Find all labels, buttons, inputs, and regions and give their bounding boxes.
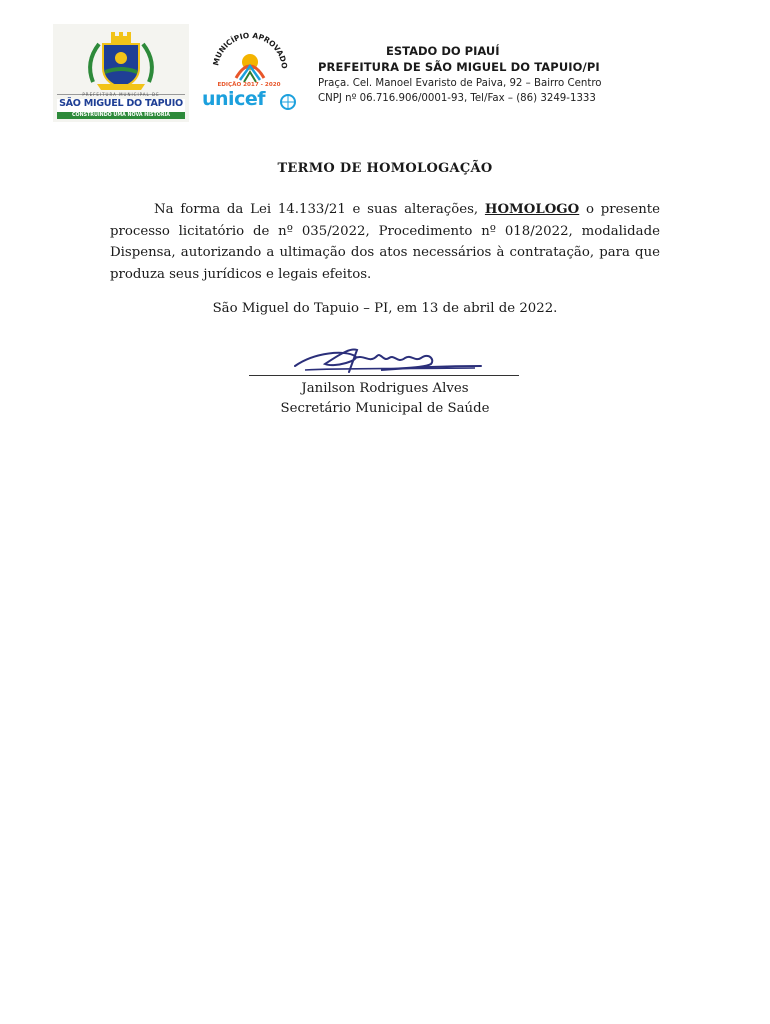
place-date-line: São Miguel do Tapuio – PI, em 13 de abril de 2022. xyxy=(212,301,558,316)
signer-name: Janilson Rodrigues Alves xyxy=(301,381,469,396)
paragraph-text-after: o presente processo licitatório de nº 035/2022, Procedimento nº 018/2022, modalidade Dispensa, autorizando a ultimação dos atos necessários à contratação, para que produza seus jurídicos e legais efeitos. xyxy=(110,202,660,282)
address-line: Praça. Cel. Manoel Evaristo de Paiva, 92 – Bairro Centro xyxy=(318,78,602,89)
document-title: TERMO DE HOMOLOGAÇÃO xyxy=(277,161,493,176)
paragraph-text-before: Na forma da Lei 14.133/21 e suas alterações, xyxy=(154,202,485,217)
municipal-logo-top-text: PREFEITURA MUNICIPAL DE xyxy=(82,92,160,97)
municipal-logo-slogan: CONSTRUINDO UMA NOVA HISTÓRIA xyxy=(71,113,171,118)
handwritten-signature xyxy=(285,342,495,378)
unicef-seal-edition: EDIÇÃO 2017 - 2020 xyxy=(217,82,281,88)
municipal-logo-name: SÃO MIGUEL DO TAPUIO xyxy=(59,98,183,109)
state-name: ESTADO DO PIAUÍ xyxy=(386,44,500,58)
city-hall-name: PREFEITURA DE SÃO MIGUEL DO TAPUIO/PI xyxy=(318,60,600,74)
unicef-seal-arc-text: MUNICÍPIO APROVADO xyxy=(211,30,290,70)
homologation-paragraph xyxy=(110,199,660,285)
unicef-brand-text: unicef xyxy=(202,88,265,110)
signer-role: Secretário Municipal de Saúde xyxy=(280,401,490,416)
letterhead xyxy=(318,44,638,106)
homologo-keyword: HOMOLOGO xyxy=(484,202,580,217)
contact-line: CNPJ nº 06.716.906/0001-93, Tel/Fax – (86) 3249-1333 xyxy=(318,93,596,104)
signature-line xyxy=(249,375,519,376)
municipal-logo xyxy=(53,24,189,122)
unicef-seal-logo xyxy=(200,24,300,116)
